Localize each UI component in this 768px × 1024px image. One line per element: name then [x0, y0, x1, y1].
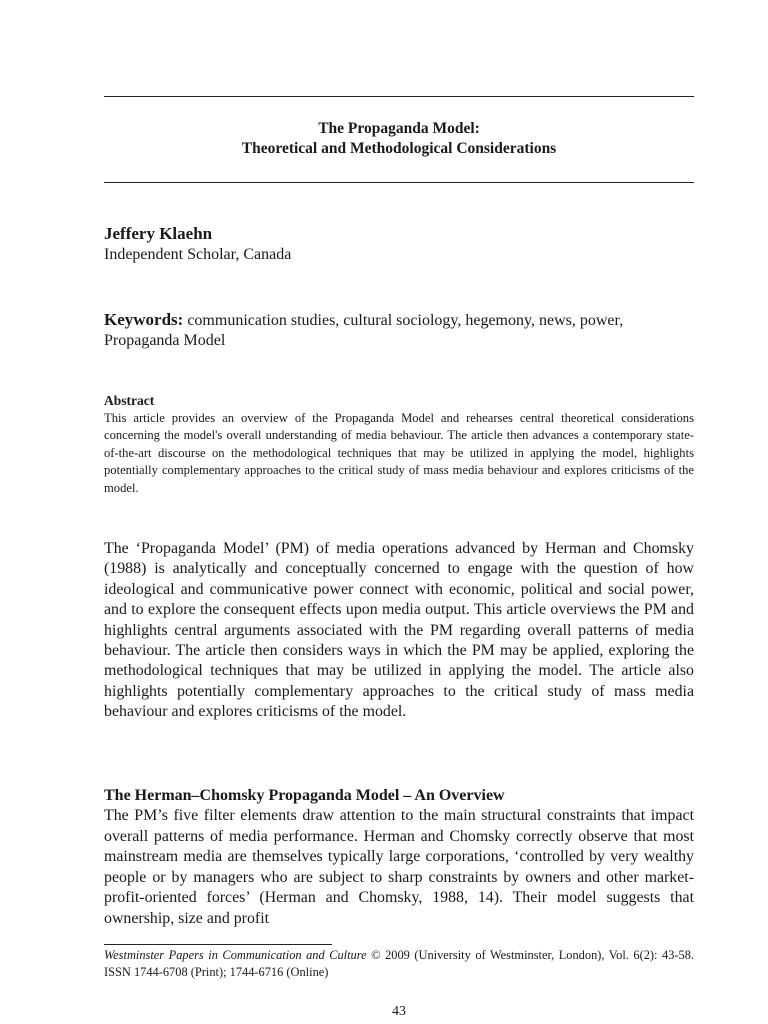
paper-page	[104, 0, 694, 1024]
page-number: 43	[392, 1004, 406, 1019]
author-name: Jeffery Klaehn	[104, 224, 213, 243]
abstract-heading: Abstract	[104, 393, 155, 408]
title-line-2: Theoretical and Methodological Considerations	[241, 140, 557, 157]
section-heading: The Herman–Chomsky Propaganda Model – An Overview	[104, 787, 505, 804]
section-paragraph: The PM’s five filter elements draw attention to the main structural constraints that impact overall patterns of media performance. Herman and Chomsky correctly observe that most mainstream media are themselves typically large corporations, ‘controlled by very wealthy people or by managers who are subject to sharp constraints by owners and other market-profit-oriented forces’ (Herman and Chomsky, 1988, 14). Their model suggests that ownership, size and profit	[104, 807, 694, 927]
keywords-text: communication studies, cultural sociology, hegemony, news, power, Propaganda Model	[104, 312, 624, 349]
article-title	[104, 119, 694, 159]
footnote-text: © 2009 (University of Westminster, London), Vol. 6(2): 43-58. ISSN 1744-6708 (Print); 1744-6716 (Online)	[104, 948, 695, 979]
title-line-1: The Propaganda Model:	[318, 120, 480, 137]
author-affiliation: Independent Scholar, Canada	[104, 246, 292, 263]
footnote	[104, 947, 694, 981]
footnote-journal: Westminster Papers in Communication and Culture	[104, 948, 367, 962]
keywords	[104, 310, 694, 351]
abstract-text: This article provides an overview of the Propaganda Model and rehearses central theoretical considerations concerning the model's overall understanding of media behaviour. The article then advances a contemporary state-of-the-art discourse on the methodological techniques that may be utilized in applying the model, highlights potentially complementary approaches to the critical study of mass media behaviour and explores criticisms of the model.	[104, 411, 694, 495]
footnote-rule	[104, 944, 332, 945]
keywords-label: Keywords:	[104, 310, 184, 329]
title-rule-bottom	[104, 182, 694, 183]
title-rule-top	[104, 96, 694, 97]
intro-paragraph: The ‘Propaganda Model’ (PM) of media operations advanced by Herman and Chomsky (1988) is analytically and conceptually concerned to engage with the question of how ideological and communicative power connect with economic, political and social power, and to explore the consequent effects upon media output. This article overviews the PM and highlights central arguments associated with the PM regarding overall patterns of media behaviour. The article then considers ways in which the PM may be applied, exploring the methodological techniques that may be utilized in applying the model. The article also highlights potentially complementary approaches to the critical study of mass media behaviour and explores criticisms of the model.	[104, 540, 694, 721]
